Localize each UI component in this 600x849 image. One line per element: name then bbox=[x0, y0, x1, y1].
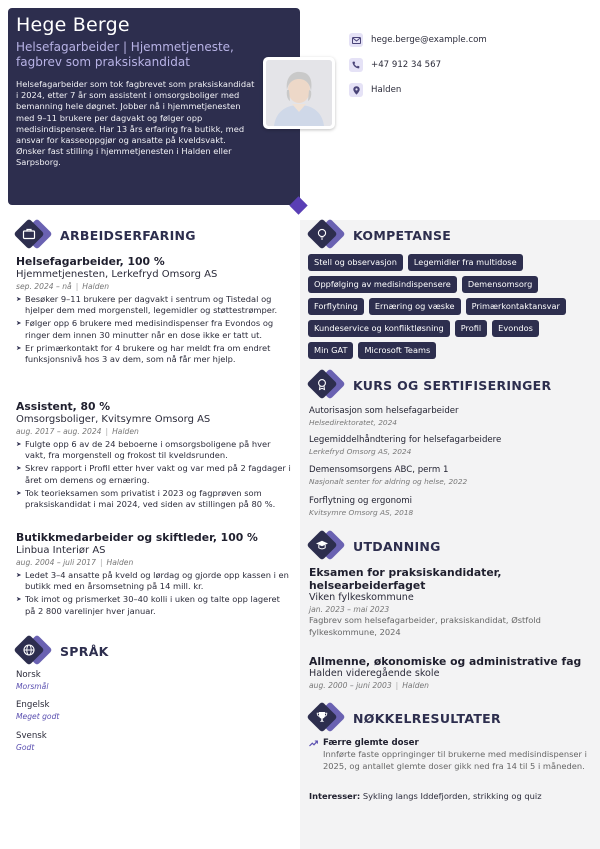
key-result bbox=[309, 738, 589, 772]
skills-tags bbox=[308, 254, 593, 364]
language-level: Godt bbox=[16, 743, 35, 752]
job-bullet: ➤ Er primærkontakt for 4 brukere og har meldt fra om endret funksjonsnivå hos 3 av dem, som nå får mer hjelp. bbox=[16, 343, 291, 365]
envelope-icon bbox=[349, 33, 363, 47]
job-bullet: ➤ Tok teorieksamen som privatist i 2023 og fagprøven som praksiskandidat i mai 2024, ved siden av stillingen på 80 %. bbox=[16, 488, 291, 510]
section-heading-work bbox=[16, 220, 196, 250]
section-title: UTDANNING bbox=[353, 538, 441, 554]
skill-tag: Oppfølging av medisindispensere bbox=[308, 276, 457, 293]
skill-tag: Min GAT bbox=[308, 342, 353, 359]
course-title: Autorisasjon som helsefagarbeider bbox=[309, 406, 459, 416]
job-entry bbox=[16, 531, 291, 619]
course-entry bbox=[309, 465, 467, 487]
section-heading-courses bbox=[309, 370, 551, 400]
location-pin-icon bbox=[349, 83, 363, 97]
job-employer: Hjemmetjenesten, Lerkefryd Omsorg AS bbox=[16, 269, 218, 280]
language-entry bbox=[16, 670, 48, 692]
course-issuer: Kvitsymre Omsorg AS, 2018 bbox=[309, 508, 414, 517]
key-result-description: Innførte faste oppringinger til brukerne med medisindispenser i 2025, og antallet glemte doser gikk ned fra 14 til 5 i måneden. bbox=[323, 749, 587, 771]
skill-tag: Forflytning bbox=[308, 298, 364, 315]
job-location: Halden bbox=[82, 282, 110, 291]
briefcase-icon bbox=[16, 220, 54, 250]
education-school: Viken fylkeskommune bbox=[309, 592, 414, 603]
section-heading-education bbox=[309, 531, 441, 561]
job-location: Halden bbox=[106, 558, 134, 567]
skill-tag: Kundeservice og konfliktløsning bbox=[308, 320, 450, 337]
language-entry bbox=[16, 731, 47, 753]
summary-paragraph: Helsefagarbeider som tok fagbrevet som praksiskandidat i 2024, etter 7 år som assistent i omsorgsboliger med bemanning hele døgnet. Jobber nå i hjemmetjenesten med 9–11 brukere per dagvakt og følger opp medisindispensere. Har 13 års erfaring fra butikk, med ansvar for kasseoppgjør og ansatte på kveldsvakt. bbox=[16, 79, 255, 146]
job-entry bbox=[16, 400, 291, 512]
job-entry bbox=[16, 255, 291, 367]
contact-location-text: Halden bbox=[371, 85, 402, 95]
contact-email-text: hege.berge@example.com bbox=[371, 35, 487, 45]
education-entry bbox=[309, 655, 589, 691]
job-dates: sep. 2024 – nå bbox=[16, 282, 72, 291]
job-meta: sep. 2024 – nå | Halden bbox=[16, 282, 110, 291]
education-dates: jan. 2023 – mai 2023 bbox=[309, 605, 390, 614]
skill-tag: Primærkontaktansvar bbox=[466, 298, 566, 315]
section-title: KOMPETANSE bbox=[353, 227, 452, 243]
certificate-icon bbox=[309, 370, 347, 400]
candidate-name: Hege Berge bbox=[16, 14, 130, 36]
skill-tag: Demensomsorg bbox=[462, 276, 539, 293]
job-dates: aug. 2004 – juli 2017 bbox=[16, 558, 96, 567]
skill-tag: Profil bbox=[455, 320, 487, 337]
interests-value: Sykling langs Iddefjorden, strikking og quiz bbox=[362, 791, 542, 801]
section-title: ARBEIDSERFARING bbox=[60, 227, 196, 243]
job-bullet: ➤ Følger opp 6 brukere med medisindispenser fra Evondos og ringer dem innen 30 minutter når en dose ikke er tatt ut. bbox=[16, 318, 291, 340]
job-dates: aug. 2017 – aug. 2024 bbox=[16, 427, 102, 436]
education-title: Eksamen for praksiskandidater, helsearbeiderfaget bbox=[309, 566, 502, 592]
section-title: NØKKELRESULTATER bbox=[353, 710, 501, 726]
job-meta: aug. 2017 – aug. 2024 | Halden bbox=[16, 427, 139, 436]
language-entry bbox=[16, 700, 59, 722]
course-entry bbox=[309, 496, 413, 518]
contact-email[interactable] bbox=[349, 33, 487, 47]
contact-phone[interactable] bbox=[349, 58, 441, 72]
job-title: Helsefagarbeider, 100 % bbox=[16, 255, 165, 268]
section-heading-skills bbox=[309, 220, 451, 250]
profile-photo bbox=[266, 60, 332, 126]
course-issuer: Nasjonalt senter for aldring og helse, 2022 bbox=[309, 477, 468, 486]
course-issuer: Helsedirektoratet, 2024 bbox=[309, 418, 398, 427]
profile-photo-frame bbox=[263, 57, 335, 129]
profile-header bbox=[8, 8, 300, 205]
course-title: Legemiddelhåndtering for helsefagarbeidere bbox=[309, 435, 502, 445]
job-bullets bbox=[16, 570, 291, 617]
job-bullet: ➤ Fulgte opp 6 av de 24 beboerne i omsorgsboligene på hver vakt, fra morgenstell og frokost til kveldsrunden. bbox=[16, 439, 291, 461]
skill-tag: Ernæring og væske bbox=[369, 298, 461, 315]
key-result-title-row bbox=[309, 738, 589, 749]
job-title: Assistent, 80 % bbox=[16, 400, 111, 413]
phone-icon bbox=[349, 58, 363, 72]
trend-up-icon bbox=[309, 740, 318, 747]
course-entry bbox=[309, 435, 501, 457]
language-name: Norsk bbox=[16, 670, 41, 680]
language-level: Morsmål bbox=[16, 682, 49, 691]
education-location: Halden bbox=[402, 681, 429, 690]
language-name: Engelsk bbox=[16, 700, 50, 710]
section-title: KURS OG SERTIFISERINGER bbox=[353, 377, 552, 393]
education-school: Halden videregående skole bbox=[309, 668, 440, 679]
section-heading-results bbox=[309, 703, 501, 733]
language-name: Svensk bbox=[16, 731, 47, 741]
lightbulb-icon bbox=[309, 220, 347, 250]
skill-tag: Evondos bbox=[492, 320, 539, 337]
job-bullet: ➤ Ledet 3–4 ansatte på kveld og lørdag og gjorde opp kassen i en butikk med en årsomsetning på 14 mill. kr. bbox=[16, 570, 291, 592]
section-title: SPRÅK bbox=[60, 643, 109, 659]
skill-tag: Stell og observasjon bbox=[308, 254, 403, 271]
globe-icon bbox=[16, 636, 54, 666]
job-meta: aug. 2004 – juli 2017 | Halden bbox=[16, 558, 134, 567]
candidate-headline: Helsefagarbeider | Hjemmetjeneste, fagbrev som praksiskandidat bbox=[16, 40, 234, 69]
profile-summary bbox=[16, 79, 256, 169]
job-bullet: ➤ Besøker 9–11 brukere per dagvakt i sentrum og Tistedal og hjelper dem med morgenstell, legemidler og støttestrømper. bbox=[16, 294, 291, 316]
job-bullet: ➤ Tok imot og prismerket 30–40 kolli i uken og talte opp lageret på 2 800 varelinjer hver januar. bbox=[16, 594, 291, 616]
education-meta: aug. 2000 – juni 2003 | Halden bbox=[309, 681, 429, 690]
graduation-cap-icon bbox=[309, 531, 347, 561]
education-description: Fagbrev som helsefagarbeider, praksiskandidat, Østfold fylkeskommune, 2024 bbox=[309, 615, 541, 637]
section-heading-languages bbox=[16, 636, 109, 666]
job-title: Butikkmedarbeider og skiftleder, 100 % bbox=[16, 531, 258, 544]
summary-paragraph: Ønsker fast stilling i hjemmetjenesten i Halden eller Sarpsborg. bbox=[16, 146, 232, 168]
interests-label: Interesser: bbox=[309, 791, 361, 801]
course-entry bbox=[309, 406, 459, 428]
job-bullets bbox=[16, 294, 291, 365]
job-employer: Linbua Interiør AS bbox=[16, 545, 106, 556]
key-result-title: Færre glemte doser bbox=[323, 738, 419, 748]
trophy-icon bbox=[309, 703, 347, 733]
skill-tag: Microsoft Teams bbox=[358, 342, 436, 359]
job-bullet: ➤ Skrev rapport i Profil etter hver vakt og var med på 2 fagdager i året om demens og ernæring. bbox=[16, 463, 291, 485]
course-issuer: Lerkefryd Omsorg AS, 2024 bbox=[309, 447, 412, 456]
job-location: Halden bbox=[112, 427, 139, 436]
language-level: Meget godt bbox=[16, 712, 60, 721]
job-bullets bbox=[16, 439, 291, 510]
job-employer: Omsorgsboliger, Kvitsymre Omsorg AS bbox=[16, 414, 211, 425]
contact-location bbox=[349, 83, 401, 97]
education-title: Allmenne, økonomiske og administrative fag bbox=[309, 655, 582, 668]
course-title: Forflytning og ergonomi bbox=[309, 496, 413, 506]
interests bbox=[309, 791, 542, 802]
course-title: Demensomsorgens ABC, perm 1 bbox=[309, 465, 449, 475]
skill-tag: Legemidler fra multidose bbox=[408, 254, 523, 271]
contact-phone-text: +47 912 34 567 bbox=[371, 60, 442, 70]
education-entry bbox=[309, 566, 589, 638]
education-dates: aug. 2000 – juni 2003 bbox=[309, 681, 392, 690]
